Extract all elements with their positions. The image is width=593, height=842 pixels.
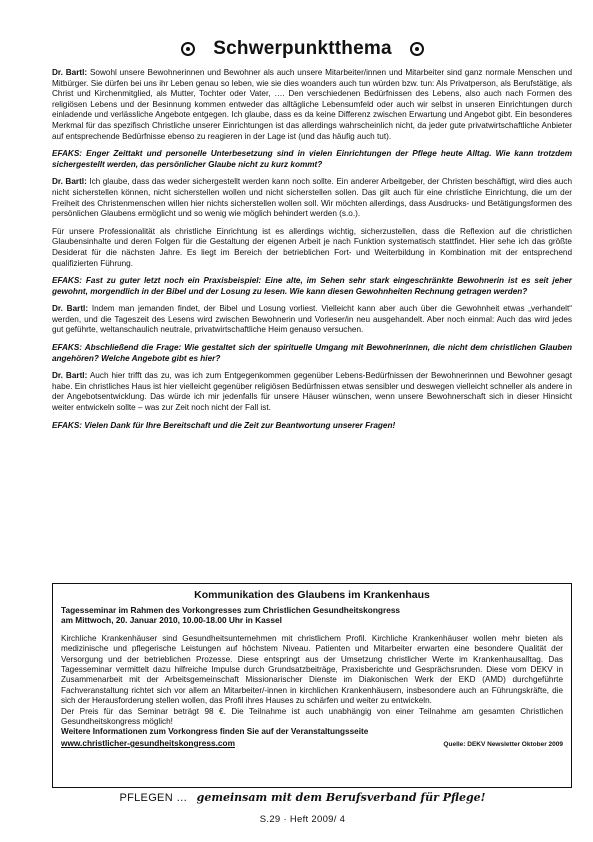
infobox-footer (53, 738, 571, 748)
infobox-more-info: Weitere Informationen zum Vorkongress finden Sie auf der Veranstaltungsseite (61, 727, 369, 737)
article-body (52, 68, 572, 438)
source-note: Quelle: DEKV Newsletter Oktober 2009 (443, 740, 563, 748)
infobox-paragraph: Der Preis für das Seminar beträgt 98 €. Die Teilnahme ist auch unabhängig von einer Teilnahme am gesamten Christlichen Gesundheitskongress möglich! (61, 706, 563, 727)
answer-text: Sowohl unsere Bewohnerinnen und Bewohner als auch unsere Mitarbeiter/innen und Mitarbeiter sind ganz normale Menschen und Mitbürger. Sie dürfen bei uns ihr Leben genau so leben, wie sie dies woanders auch tun würden bzw. tun: Als Privatperson, als Berufstätige, als Christ und Kirchenmitglied, als Mutter, Tochter oder Vater, …. Den verschiedenen Bedürfnissen des Lebens, also auch nach Formen des religiösen Lebens und der Besinnung kommen entweder das alltägliche Lebensumfeld oder auch wir selbst in unseren Einrichtungen durch einladende und verlässliche Angebote entgegen. Ich glaube, dass es da keine Differenz zwischen Erwartung und Angebot gibt. Ein besonderes Merkmal für das spezifisch Christliche unserer Einrichtungen ist das allerdings wahrscheinlich nicht, da jeder gute privatwirtschaftliche Anbieter auf entsprechende Bedürfnisse ebenso zu reagieren in der Lage ist (und das häufig auch tut). (52, 68, 573, 141)
speaker-label: Dr. Bartl: (52, 304, 89, 314)
footer-brand: PFLEGEN … (119, 792, 188, 804)
interview-question: EFAKS: Enger Zeittakt und personelle Unterbesetzung sind in vielen Einrichtungen der Pflege heute Alltag. Wie kann trotzdem sichergestellt werden, das persönlicher Glaube nicht zu kurz kommt? (52, 149, 572, 169)
page (30, 0, 575, 842)
footer-brand-line (30, 791, 575, 804)
page-number: S.29 · Heft 2009/ 4 (259, 814, 346, 825)
answer-paragraph (52, 304, 572, 336)
infobox-paragraph: Kirchliche Krankenhäuser sind Gesundheitsunternehmen mit christlichem Profil. Kirchliche Krankenhäuser wollen mehr bieten als medizinische und pflegerische Leistungen auf höchstem Niveau. Patienten und Mitarbeiter erwarten eine besondere Qualität der Versorgung und der betrieblichen Prozesse. Diese entspringt aus der Umsetzung christlicher Werte im Krankenhausalltag. Das Tagesseminar vermittelt dazu hilfreiche Impulse durch Grundsatzbeiträge, Praxisberichte und Gesprächsrunden. Diese vom DEKV in Zusammenarbeit mit der Arbeitsgemeinschaft Missionarischer Dienste im Diakonischen Werk der EKD (AMD) durchgeführte Fachveranstaltung richtet sich vor allem an Mitarbeiter/-innen in kirchlichen Krankenhäusern, insbesondere auch an Führungskräfte, die sich der Herausforderung stellen wollen, das Profil ihres Hauses zu schärfen und weiter zu entwickeln. (61, 633, 563, 706)
bullseye-icon (181, 42, 195, 56)
infobox-title: Kommunikation des Glaubens im Krankenhaus (194, 589, 430, 601)
answer-paragraph: Für unsere Professionalität als christliche Einrichtung ist es allerdings wichtig, sicherzustellen, dass die Reflexion auf die christlichen Glaubensinhalte und deren Folgen für die Gestaltung der eigenen Arbeit je nach Funktion systematisch stattfindet. Hier sehe ich das größte Desiderat für die nächsten Jahre. Es liegt im Bereich der betrieblichen Fort- und Weiterbildung in Kombination mit der entsprechend qualifizierten Führung. (52, 226, 572, 268)
answer-paragraph (52, 177, 572, 219)
answer-paragraph (52, 371, 572, 413)
speaker-label: Dr. Bartl: (52, 177, 87, 187)
section-title: Schwerpunktthema (213, 38, 392, 59)
answer-text: Auch hier trifft das zu, was ich zum Entgegenkommen gegenüber Lebens-Bedürfnissen der Bewohnerinnen und Bewohner gesagt habe. Ein christliches Haus ist hier vielleicht gegenüber religiösen Bedürfnissen etwas sensibler und deswegen vielleicht schneller als andere in der Angebotsentwicklung. Das würde ich mir jedenfalls für unsere Häuser wünschen, wenn unsere Bewohnerschaft sich in dieser Hinsicht weiter entwickeln sollte – was zur Zeit noch nicht der Fall ist. (52, 371, 572, 413)
answer-text: Indem man jemanden findet, der Bibel und Losung vorliest. Vielleicht kann aber auch über die Gewohnheit etwas „verhandelt“ werden, und die Tageszeit des Lesens wird zwischen Bewohnerin und Vorleser/in neu ausgehandelt. Aber noch einmal: Auch das wird jedes gut geführte, weltanschaulich neutrale, privatwirtschaftliche Heim genauso versuchen. (52, 304, 572, 335)
congress-website-link[interactable]: www.christlicher-gesundheitskongress.com (61, 737, 235, 748)
closing-remark: EFAKS: Vielen Dank für Ihre Bereitschaft und die Zeit zur Beantwortung unserer Fragen! (52, 420, 396, 430)
speaker-label: Dr. Bartl: (52, 68, 88, 77)
interview-question: EFAKS: Fast zu guter letzt noch ein Praxisbeispiel: Eine alte, im Sehen sehr stark eingeschränkte Bewohnerin ist es seit jeher gewohnt, morgendlich in der Bibel und der Losung zu lesen. Wie kann diesen Gewohnheiten Rechnung getragen werden? (52, 276, 572, 296)
infobox-subtitle (53, 605, 571, 626)
section-header (30, 38, 575, 60)
infobox-subtitle-line: Tagesseminar im Rahmen des Vorkongresses zum Christlichen Gesundheitskongress (61, 605, 401, 615)
event-infobox (52, 583, 572, 788)
infobox-text (53, 634, 571, 728)
bullseye-icon (410, 42, 424, 56)
answer-text: Ich glaube, dass das weder sichergestellt werden kann noch sollte. Ein anderer Arbeitgeber, der Christen beschäftigt, wird dies auch nicht sicherstellen können, nicht sicherstellen wollen und nicht sicherstellen sollen. Das gilt auch für eine christliche Einrichtung, die um der Freiheit des Christenmenschen willen hier nichts sicherstellen wollen soll. Wir möchten allerdings, dass Ausdrucks- und Betätigungsformen des persönlichen Glaubens ermöglicht und so wenig wie möglich behindert werden (s.o.). (52, 177, 573, 219)
interview-question: EFAKS: Abschließend die Frage: Wie gestaltet sich der spirituelle Umgang mit Bewohnerinnen, die nicht dem christlichen Glauben angehören? Welche Angebote gibt es hier? (52, 343, 572, 363)
speaker-label: Dr. Bartl: (52, 371, 88, 381)
footer-slogan: gemeinsam mit dem Berufsverband für Pflege! (196, 791, 486, 804)
infobox-subtitle-line: am Mittwoch, 20. Januar 2010, 10.00-18.00 Uhr in Kassel (61, 615, 282, 626)
answer-paragraph (52, 68, 572, 142)
